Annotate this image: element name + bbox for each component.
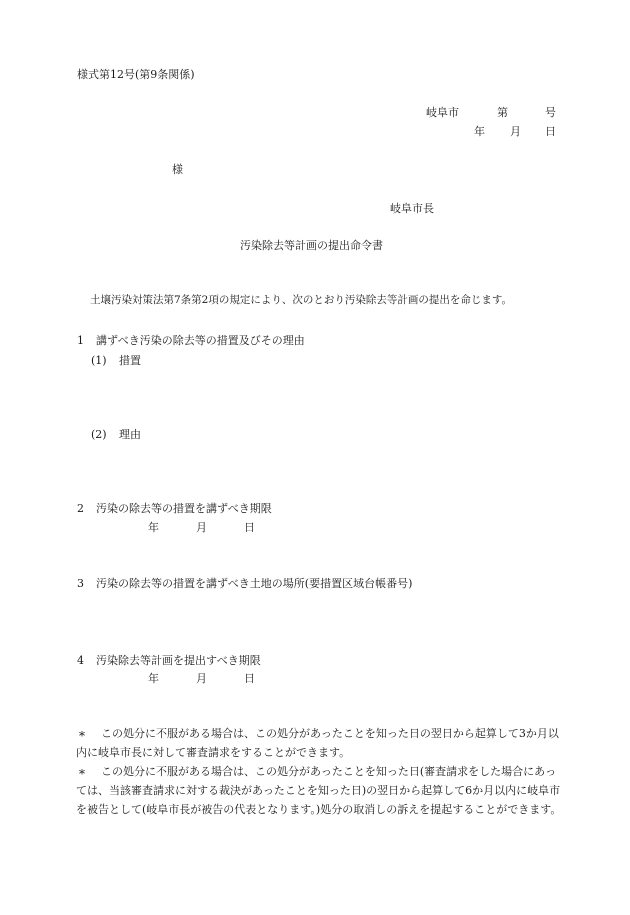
date-year: 年 <box>474 125 485 138</box>
city-name: 岐阜市 <box>426 106 459 119</box>
section-2-day: 日 <box>244 521 255 534</box>
addressee-suffix: 様 <box>172 163 183 176</box>
note-1-text: この処分に不服がある場合は、この処分があったことを知った日の翌日から起算して3か月以内に岐阜市長に対して審査請求をすることができます。 <box>76 727 559 759</box>
date-month: 月 <box>510 125 521 138</box>
section-4-number: 4 <box>77 654 84 667</box>
section-1-1-label: 措置 <box>119 354 141 367</box>
section-2-number: 2 <box>77 502 84 515</box>
section-4-day: 日 <box>244 672 255 685</box>
note-2-text: この処分に不服がある場合は、この処分があったことを知った日(審査請求をした場合にあっては、当該審査請求に対する裁決があったことを知った日)の翌日から起算して6か月以内に岐阜市を被告として(岐阜市長が被告の代表となります。)処分の取消しの訴えを提起することができます。 <box>76 765 562 816</box>
note-2-mark: * <box>79 767 85 781</box>
document-title: 汚染除去等計画の提出命令書 <box>240 239 383 252</box>
section-4-year: 年 <box>148 672 159 685</box>
number-go: 号 <box>545 106 556 119</box>
section-2-month: 月 <box>196 521 207 534</box>
section-4-heading: 汚染除去等計画を提出すべき期限 <box>96 654 261 667</box>
intro-text: 土壌汚染対策法第7条第2項の規定により、次のとおり汚染除去等計画の提出を命じます。 <box>90 294 513 306</box>
date-day: 日 <box>545 125 556 138</box>
section-1-2-label: 理由 <box>119 428 141 441</box>
section-1-1-number: (1) <box>91 354 107 367</box>
form-label: 様式第12号(第9条関係) <box>77 68 195 81</box>
section-1-2-number: (2) <box>91 428 107 441</box>
section-3-number: 3 <box>77 577 84 590</box>
section-2-heading: 汚染の除去等の措置を講ずべき期限 <box>96 502 272 515</box>
section-4-month: 月 <box>196 672 207 685</box>
issuer: 岐阜市長 <box>390 202 434 215</box>
number-dai: 第 <box>497 106 508 119</box>
section-1-number: 1 <box>77 334 84 347</box>
section-1-heading: 講ずべき汚染の除去等の措置及びその理由 <box>96 334 305 347</box>
section-2-year: 年 <box>148 521 159 534</box>
note-1-mark: * <box>79 729 85 743</box>
section-3-heading: 汚染の除去等の措置を講ずべき土地の場所(要措置区域台帳番号) <box>96 577 413 590</box>
